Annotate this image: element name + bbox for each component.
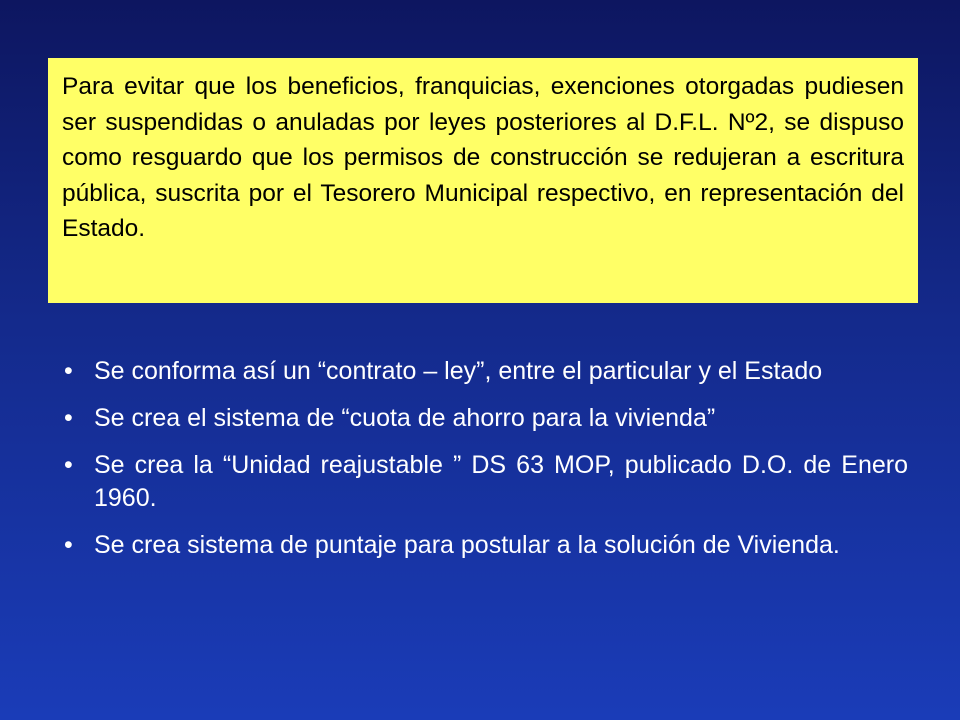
- bullet-marker: •: [64, 451, 73, 479]
- bullet-item: [58, 449, 908, 515]
- bullet-marker: •: [64, 357, 73, 385]
- bullet-text: Se crea la “Unidad reajustable ” DS 63 MOP, publicado D.O. de Enero 1960.: [94, 451, 908, 512]
- callout-text: Para evitar que los beneficios, franquicias, exenciones otorgadas pudiesen ser suspendidas o anuladas por leyes posteriores al D.F.L. Nº2, se dispuso como resguardo que los permisos de construcción se redujeran a escritura pública, suscrita por el Tesorero Municipal respectivo, en representación del Estado.: [62, 73, 904, 242]
- bullet-item: [58, 529, 908, 562]
- bullet-list: [58, 355, 908, 576]
- callout-box: [48, 58, 918, 303]
- bullet-marker: •: [64, 531, 73, 559]
- bullet-text: Se crea sistema de puntaje para postular a la solución de Vivienda.: [94, 531, 840, 559]
- bullet-item: [58, 402, 908, 435]
- bullet-marker: •: [64, 404, 73, 432]
- bullet-item: [58, 355, 908, 388]
- bullet-text: Se conforma así un “contrato – ley”, entre el particular y el Estado: [94, 357, 823, 385]
- bullet-text: Se crea el sistema de “cuota de ahorro para la vivienda”: [94, 404, 716, 432]
